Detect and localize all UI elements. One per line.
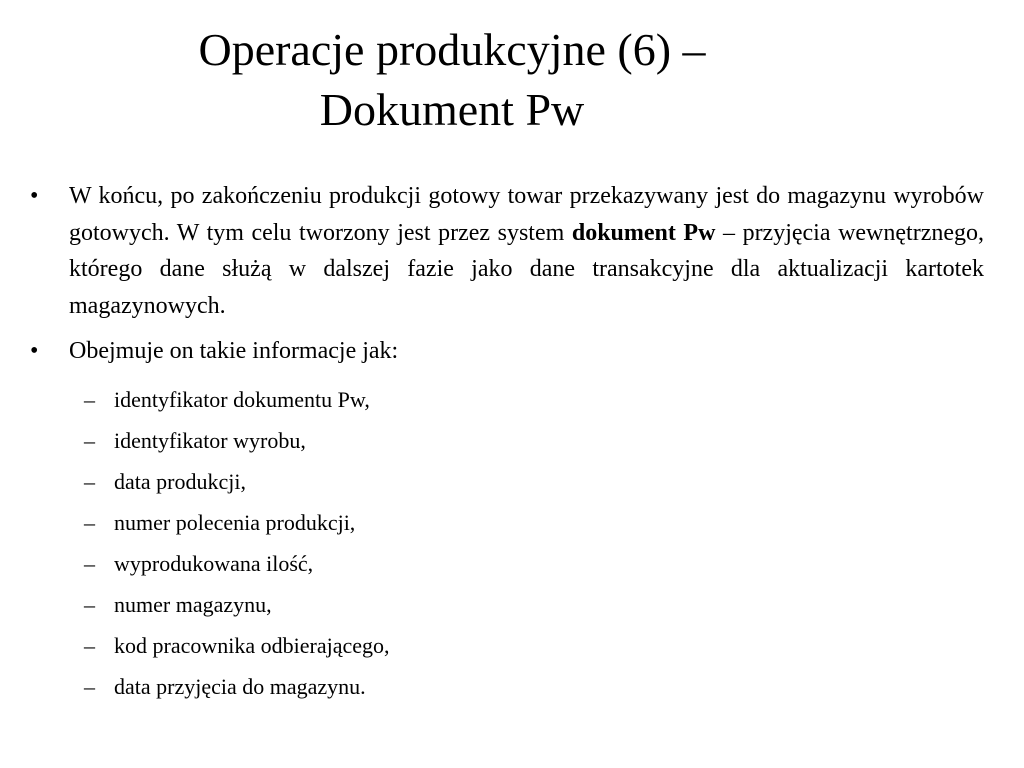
dash-marker: –: [84, 386, 95, 412]
dash-marker: –: [84, 468, 95, 494]
sublist-item: [30, 666, 984, 707]
sublist-item: [30, 420, 984, 461]
sublist-item: [30, 543, 984, 584]
bullet-item-2: [30, 333, 984, 370]
slide-title: [96, 20, 808, 140]
sublist-item-text: data przyjęcia do magazynu.: [114, 673, 366, 699]
title-line-1: Operacje produkcyjne (6) –: [198, 24, 706, 75]
sublist-item-text: kod pracownika odbierającego,: [114, 632, 390, 658]
bullet-item-1: [30, 178, 984, 324]
bullet-1-text-before: W końcu, po zakończeniu produkcji gotowy towar przekazywany jest do magazynu wyrobów gotowych. W tym celu tworzony jest przez system: [69, 183, 984, 246]
sublist-item-text: identyfikator wyrobu,: [114, 427, 306, 453]
dash-marker: –: [84, 632, 95, 658]
sublist-item-text: numer polecenia produkcji,: [114, 509, 356, 535]
sublist-item-text: wyprodukowana ilość,: [114, 550, 314, 576]
bullet-2-text: Obejmuje on takie informacje jak:: [69, 338, 399, 364]
sublist-item: [30, 461, 984, 502]
title-line-2: Dokument Pw: [319, 84, 585, 135]
dash-marker: –: [84, 591, 95, 617]
sublist-item: [30, 625, 984, 666]
dash-marker: –: [84, 550, 95, 576]
sublist-item: [30, 502, 984, 543]
sublist-item-text: identyfikator dokumentu Pw,: [114, 386, 370, 412]
sublist-item-text: data produkcji,: [114, 468, 246, 494]
dash-marker: –: [84, 427, 95, 453]
sublist-item-text: numer magazynu,: [114, 591, 272, 617]
slide-content: [30, 178, 984, 707]
sublist-item: [30, 379, 984, 420]
dash-marker: –: [84, 509, 95, 535]
bullet-marker: •: [30, 338, 39, 364]
bullet-1-text-after: – przyjęcia wewnętrznego, którego dane służą w dalszej fazie jako dane transakcyjne dla aktualizacji kartotek magazynowych.: [69, 219, 984, 319]
bullet-1-bold-term: dokument Pw: [571, 219, 716, 246]
bullet-marker: •: [30, 183, 39, 209]
dash-marker: –: [84, 673, 95, 699]
sublist-item: [30, 584, 984, 625]
info-sublist: [30, 379, 984, 707]
